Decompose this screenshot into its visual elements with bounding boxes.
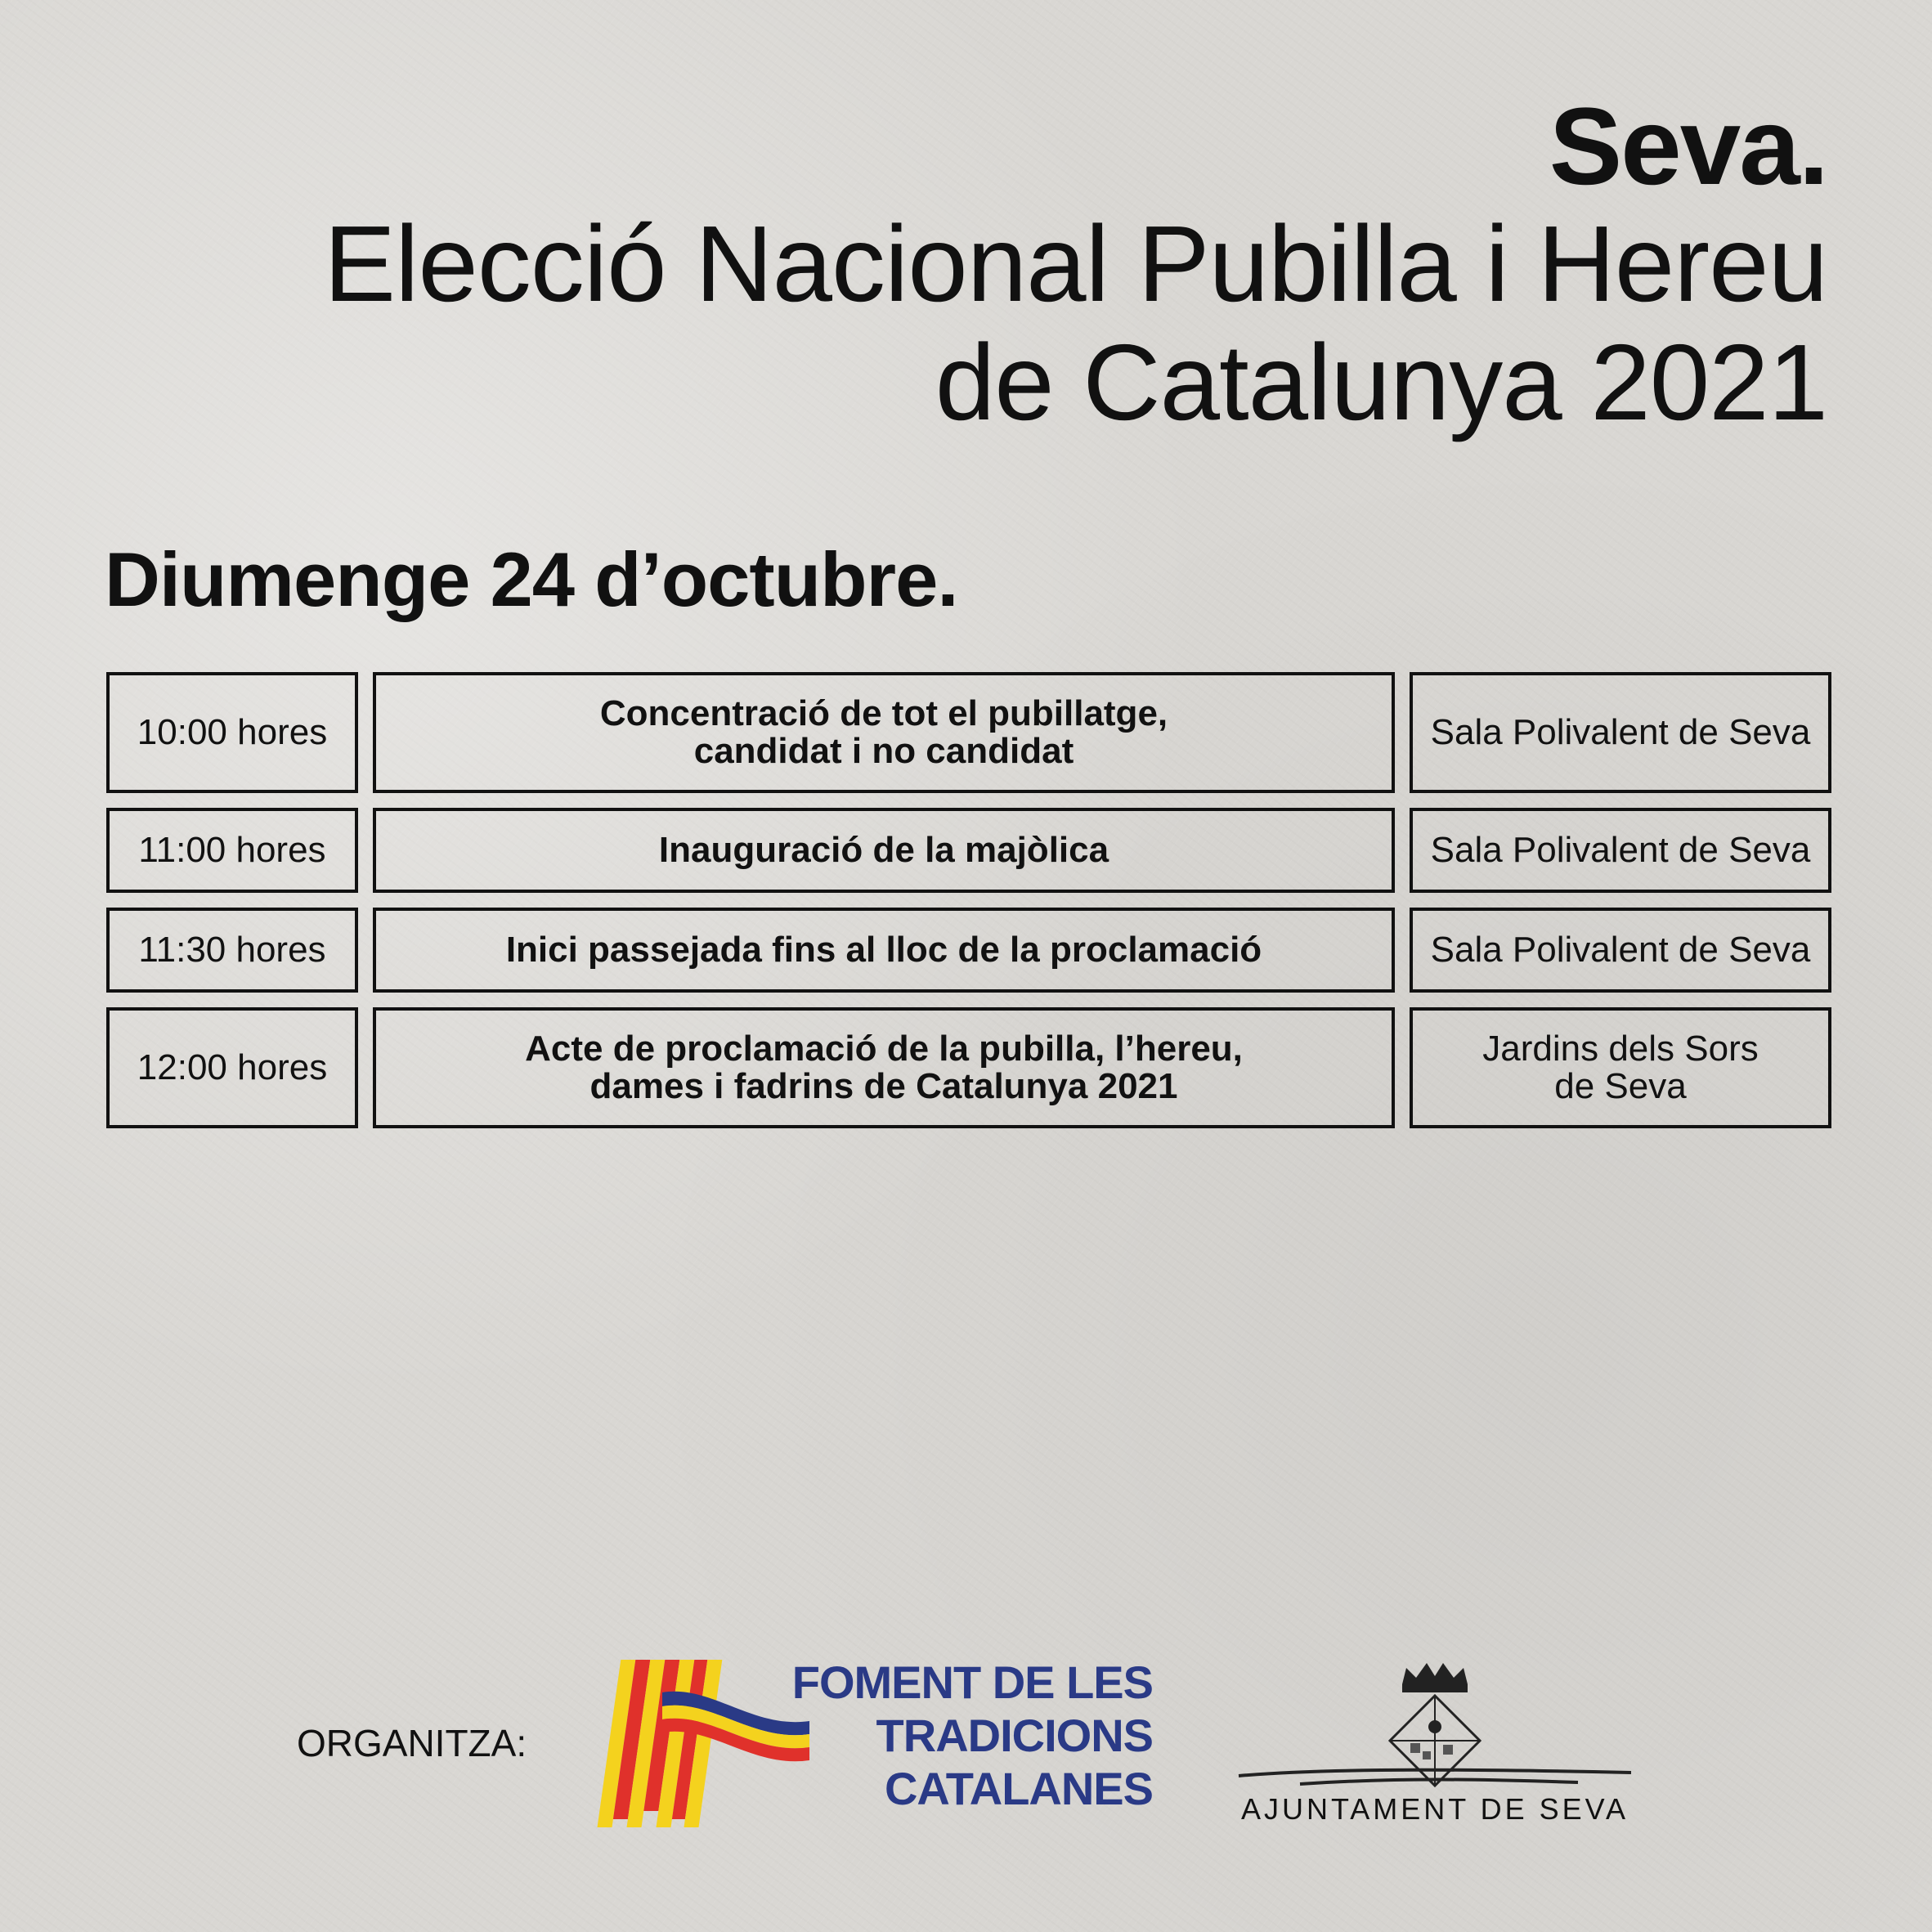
activity-cell [373,1007,1395,1128]
schedule-row [106,808,1831,893]
ftc-line: TRADICIONS [876,1710,1153,1761]
place-cell: Sala Polivalent de Seva [1410,808,1831,893]
schedule-row [106,672,1831,793]
organizer-label: ORGANITZA: [297,1722,527,1764]
activity-cell [373,672,1395,793]
activity-line: Concentració de tot el pubillatge, [599,693,1168,733]
activity-line: candidat i no candidat [693,731,1074,771]
catalan-flag-icon [597,1656,809,1831]
event-title-line2: de Catalunya 2021 [935,322,1827,442]
place-line: de Seva [1554,1066,1687,1106]
time-cell: 11:00 hores [106,808,358,893]
activity-line: Acte de proclamació de la pubilla, l’hereu, [525,1029,1243,1069]
place-cell: Sala Polivalent de Seva [1410,908,1831,993]
coat-of-arms-icon [1235,1653,1635,1792]
schedule-table [106,672,1831,1143]
town-name: Seva. [1549,86,1827,208]
time-cell: 12:00 hores [106,1007,358,1128]
time-cell: 10:00 hores [106,672,358,793]
foment-tradicions-text [792,1656,1153,1815]
schedule-row [106,908,1831,993]
place-cell [1410,1007,1831,1128]
header [192,86,1827,442]
event-title-line1: Elecció Nacional Pubilla i Hereu [324,204,1827,324]
ftc-line: FOMENT DE LES [791,1656,1153,1708]
schedule-row [106,1007,1831,1128]
activity-cell: Inauguració de la majòlica [373,808,1395,893]
activity-line: dames i fadrins de Catalunya 2021 [589,1066,1178,1106]
time-cell: 11:30 hores [106,908,358,993]
activity-cell: Inici passejada fins al lloc de la proclamació [373,908,1395,993]
place-line: Jardins dels Sors [1482,1029,1759,1069]
ajuntament-text: AJUNTAMENT DE SEVA [1240,1792,1629,1826]
event-date: Diumenge 24 d’octubre. [105,536,958,622]
ajuntament-seva-logo [1235,1653,1635,1833]
foment-tradicions-logo [597,1656,1153,1831]
place-cell: Sala Polivalent de Seva [1410,672,1831,793]
ftc-line: CATALANES [884,1763,1153,1814]
